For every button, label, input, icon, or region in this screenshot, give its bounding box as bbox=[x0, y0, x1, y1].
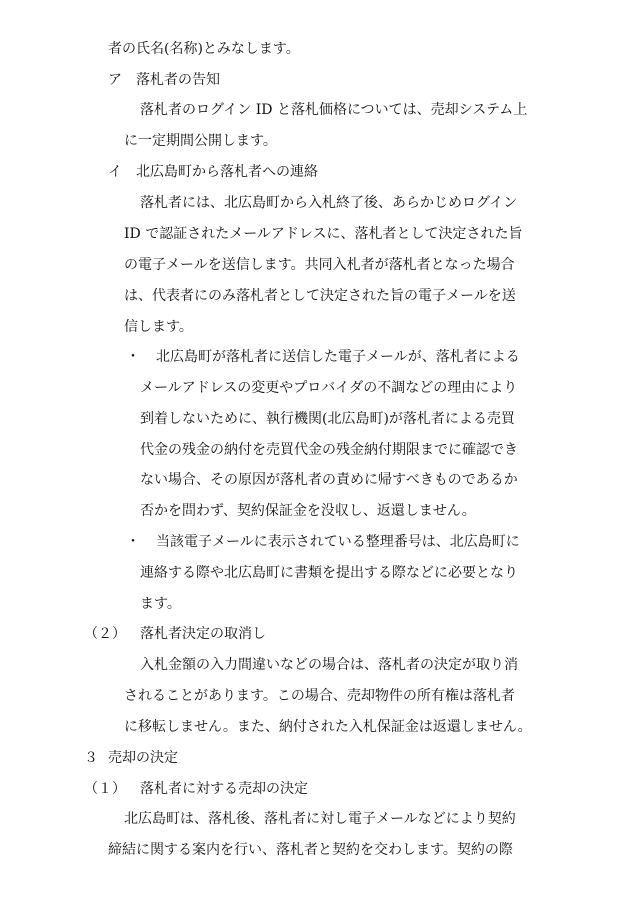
bullet-text-line: ない場合、その原因が落札者の責めに帰すべきものであるか bbox=[140, 472, 518, 488]
text-line: 者の氏名(名称)とみなします。 bbox=[108, 41, 300, 57]
bullet-text-line: ます。 bbox=[140, 596, 181, 612]
section-number: ３ bbox=[84, 750, 98, 766]
bullet-text-line: メールアドレスの変更やプロバイダの不調などの理由により bbox=[140, 380, 518, 396]
section-heading: 落札者に対する売却の決定 bbox=[140, 781, 308, 797]
bullet-text-line: 連絡する際や北広島町に書類を提出する際などに必要となり bbox=[140, 565, 518, 581]
bullet-text-line: 到着しないために、執行機関(北広島町)が落札者による売買 bbox=[140, 411, 515, 427]
bullet-marker: ・ bbox=[126, 534, 140, 550]
section-number: （２） bbox=[84, 626, 126, 642]
section-heading: 落札者決定の取消し bbox=[140, 626, 266, 642]
text-line: は、代表者にのみ落札者として決定された旨の電子メールを送 bbox=[124, 288, 516, 304]
text-line: 入札金額の入力間違いなどの場合は、落札者の決定が取り消 bbox=[140, 657, 518, 673]
bullet-text-line: 否かを問わず、契約保証金を没収し、返還しません。 bbox=[140, 503, 476, 519]
text-line: に移転しません。また、納付された入札保証金は返還しません。 bbox=[124, 719, 532, 735]
text-line: されることがあります。この場合、売却物件の所有権は落札者 bbox=[124, 688, 515, 704]
section-number: （１） bbox=[84, 781, 126, 797]
bullet-marker: ・ bbox=[126, 349, 140, 365]
text-line: 落札者のログイン ID と落札価格については、売却システム上 bbox=[140, 102, 528, 118]
text-line: 北広島町は、落札後、落札者に対し電子メールなどにより契約 bbox=[124, 811, 516, 827]
subheading-a: ア 落札者の告知 bbox=[108, 72, 220, 88]
text-line: の電子メールを送信します。共同入札者が落札者となった場合 bbox=[124, 257, 515, 273]
bullet-text-line: 当該電子メールに表示されている整理番号は、北広島町に bbox=[156, 534, 520, 550]
text-line: に一定期間公開します。 bbox=[124, 133, 277, 149]
subheading-i: イ 北広島町から落札者への連絡 bbox=[108, 164, 318, 180]
text-line: 落札者には、北広島町から入札終了後、あらかじめログイン bbox=[140, 195, 518, 211]
bullet-text-line: 北広島町が落札者に送信した電子メールが、落札者による bbox=[156, 349, 520, 365]
text-line: 信します。 bbox=[124, 319, 193, 335]
text-line: ID で認証されたメールアドレスに、落札者として決定された旨 bbox=[124, 226, 523, 242]
bullet-text-line: 代金の残金の納付を売買代金の残金納付期限までに確認でき bbox=[140, 442, 518, 458]
text-line: 締結に関する案内を行い、落札者と契約を交わします。契約の際 bbox=[108, 842, 513, 858]
section-heading: 売却の決定 bbox=[108, 750, 178, 766]
